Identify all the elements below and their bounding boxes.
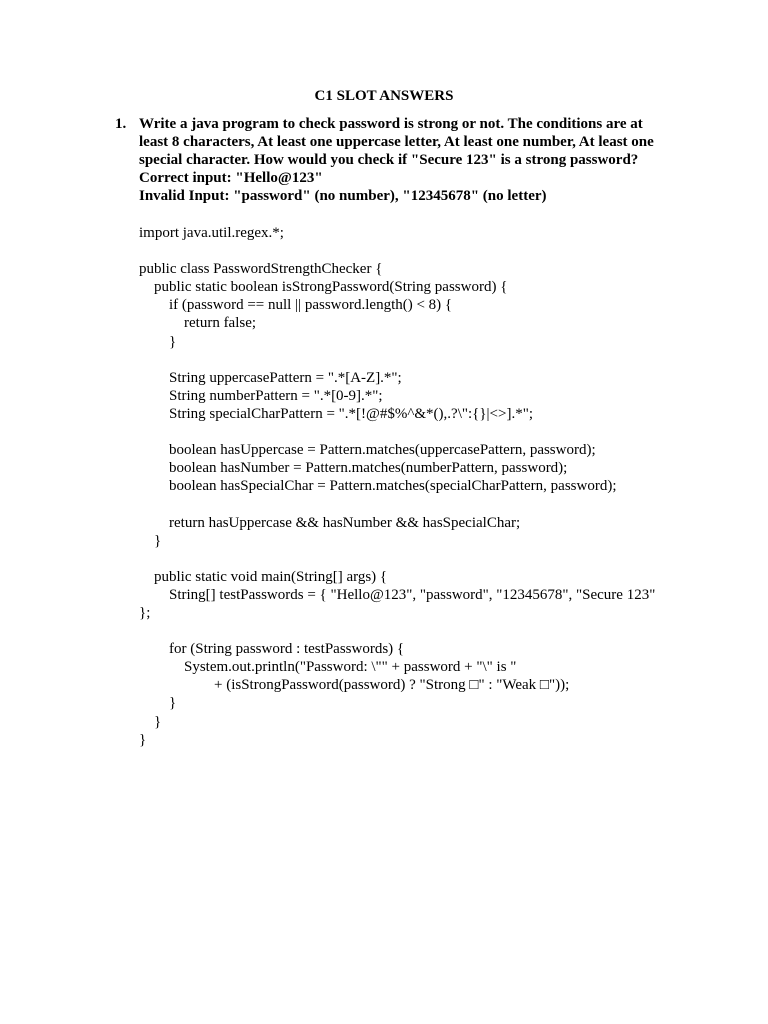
code-line: System.out.println("Password: \"" + password + "\" is ": [139, 659, 517, 676]
question-line: Invalid Input: "password" (no number), "12345678" (no letter): [139, 188, 547, 204]
question-line: special character. How would you check if "Secure 123" is a strong password?: [139, 152, 639, 168]
code-line: public static boolean isStrongPassword(String password) {: [139, 279, 508, 296]
code-line: String specialCharPattern = ".*[!@#$%^&*(),.?\":{}|<>].*";: [139, 405, 534, 422]
code-line: [139, 351, 739, 369]
code-line: [139, 242, 739, 260]
code-line: }: [139, 333, 177, 350]
code-line: import java.util.regex.*;: [139, 225, 284, 241]
document-title: C1 SLOT ANSWERS: [314, 88, 454, 104]
code-line: [139, 550, 739, 568]
code-line: }: [139, 713, 162, 730]
code-line: public class PasswordStrengthChecker {: [139, 261, 383, 278]
code-line: for (String password : testPasswords) {: [139, 641, 405, 658]
question-line: Write a java program to check password is strong or not. The conditions are at: [139, 116, 643, 132]
code-line: return false;: [139, 315, 257, 332]
code-line: [139, 423, 739, 441]
code-line: [139, 622, 739, 640]
code-line: }: [139, 532, 162, 549]
code-line: return hasUppercase && hasNumber && hasSpecialChar;: [139, 514, 521, 531]
code-line: boolean hasSpecialChar = Pattern.matches(specialCharPattern, password);: [139, 478, 617, 495]
code-line: [139, 495, 739, 513]
code-block: [139, 224, 739, 749]
code-line: public static void main(String[] args) {: [139, 568, 388, 585]
code-line: };: [139, 604, 151, 621]
question-text: [139, 115, 679, 205]
code-line: String numberPattern = ".*[0-9].*";: [139, 387, 383, 404]
code-line: if (password == null || password.length() < 8) {: [139, 297, 453, 314]
question-line: Correct input: "Hello@123": [139, 170, 323, 186]
code-line: + (isStrongPassword(password) ? "Strong □" : "Weak □"));: [139, 677, 570, 694]
question-number: 1.: [115, 116, 127, 132]
code-line: }: [139, 695, 177, 712]
code-line: }: [139, 731, 147, 748]
code-line: boolean hasNumber = Pattern.matches(numberPattern, password);: [139, 460, 568, 477]
code-line: boolean hasUppercase = Pattern.matches(uppercasePattern, password);: [139, 442, 596, 459]
code-line: String[] testPasswords = { "Hello@123", "password", "12345678", "Secure 123": [139, 586, 656, 603]
question-line: least 8 characters, At least one uppercase letter, At least one number, At least one: [139, 134, 654, 150]
code-line: String uppercasePattern = ".*[A-Z].*";: [139, 369, 402, 386]
